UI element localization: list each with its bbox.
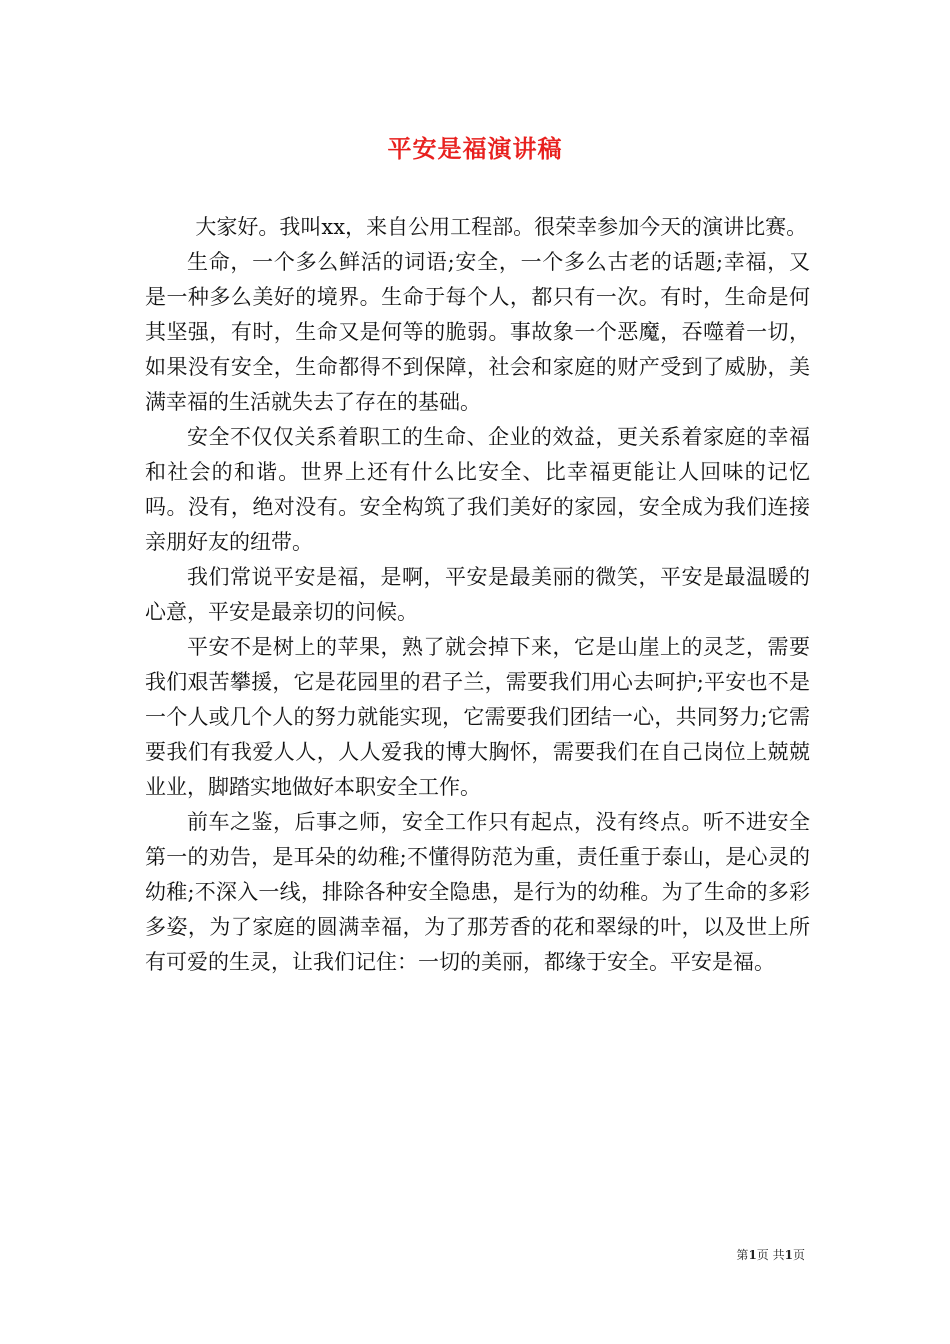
total-page-number: 1 [784, 1248, 793, 1262]
speech-body [145, 210, 810, 980]
footer-prefix: 第 [736, 1248, 749, 1262]
paragraph-6: 前车之鉴，后事之师，安全工作只有起点，没有终点。听不进安全第一的劝告，是耳朵的幼稚;不懂得防范为重，责任重于泰山，是心灵的幼稚;不深入一线，排除各种安全隐患，是行为的幼稚。为了生命的多彩多姿，为了家庭的圆满幸福，为了那芳香的花和翠绿的叶，以及世上所有可爱的生灵，让我们记住：一切的美丽，都缘于安全。平安是福。 [145, 810, 810, 974]
paragraph-5: 平安不是树上的苹果，熟了就会掉下来，它是山崖上的灵芝，需要我们艰苦攀援，它是花园里的君子兰，需要我们用心去呵护;平安也不是一个人或几个人的努力就能实现，它需要我们团结一心，共同努力;它需要我们有我爱人人，人人爱我的博大胸怀，需要我们在自己岗位上兢兢业业，脚踏实地做好本职安全工作。 [145, 635, 810, 799]
paragraph-3: 安全不仅仅关系着职工的生命、企业的效益，更关系着家庭的幸福和社会的和谐。世界上还有什么比安全、比幸福更能让人回味的记忆吗。没有，绝对没有。安全构筑了我们美好的家园，安全成为我们连接亲朋好友的纽带。 [145, 425, 810, 554]
page-title: 平安是福演讲稿 [387, 134, 563, 163]
paragraph-1: 大家好。我叫xx，来自公用工程部。很荣幸参加今天的演讲比赛。 [195, 215, 808, 239]
current-page-number: 1 [748, 1248, 757, 1262]
paragraph-4: 我们常说平安是福，是啊，平安是最美丽的微笑，平安是最温暖的心意，平安是最亲切的问候。 [145, 565, 810, 624]
footer-suffix: 页 [792, 1248, 805, 1262]
paragraph-2: 生命，一个多么鲜活的词语;安全，一个多么古老的话题;幸福，又是一种多么美好的境界。生命于每个人，都只有一次。有时，生命是何其坚强，有时，生命又是何等的脆弱。事故象一个恶魔，吞噬着一切，如果没有安全，生命都得不到保障，社会和家庭的财产受到了威胁，美满幸福的生活就失去了存在的基础。 [145, 250, 810, 414]
page-number-footer [736, 1247, 805, 1263]
footer-middle: 页 共 [756, 1248, 785, 1262]
